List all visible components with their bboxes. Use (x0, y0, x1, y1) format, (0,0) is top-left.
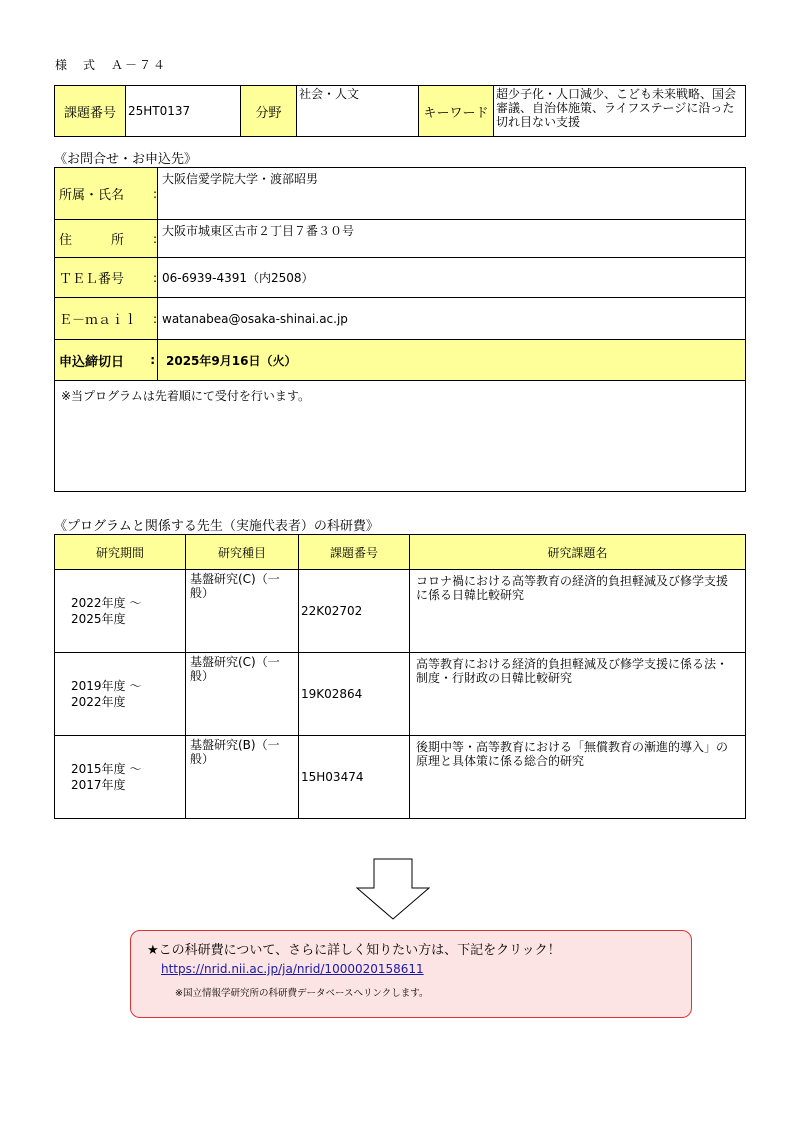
type-cell: 基盤研究(C)（一般） (186, 570, 299, 653)
tel-label: ＴＥＬ番号 : (55, 258, 158, 298)
period-cell: 2022年度 ～ 2025年度 (55, 570, 186, 653)
table-row (55, 570, 746, 653)
contact-table (54, 167, 746, 492)
header-number: 課題番号 (299, 535, 410, 570)
type-cell: 基盤研究(B)（一般） (186, 736, 299, 819)
title-cell: 後期中等・高等教育における「無償教育の漸進的導入」の原理と具体策に係る総合的研究 (410, 736, 746, 819)
project-info-table (54, 85, 746, 137)
title-cell: コロナ禍における高等教育の経済的負担軽減及び修学支援に係る日韓比較研究 (410, 570, 746, 653)
kaken-database-link[interactable]: https://nrid.nii.ac.jp/ja/nrid/1000020158611 (161, 962, 424, 976)
project-number-value: 25HT0137 (126, 86, 241, 137)
affiliation-label: 所属・氏名 : (55, 168, 158, 220)
notice-text: ※当プログラムは先着順にて受付を行います。 (55, 381, 746, 492)
keyword-value: 超少子化・人口減少、こども未来戦略、国会審議、自治体施策、ライフステージに沿った切れ目ない支援 (494, 86, 746, 137)
table-row (55, 653, 746, 736)
email-label: Ｅ－ｍａｉｌ : (55, 298, 158, 340)
period-cell: 2015年度 ～ 2017年度 (55, 736, 186, 819)
header-title: 研究課題名 (410, 535, 746, 570)
title-cell: 高等教育における経済的負担軽減及び修学支援に係る法・制度・行財政の日韓比較研究 (410, 653, 746, 736)
email-value[interactable]: watanabea@osaka-shinai.ac.jp (158, 298, 746, 340)
field-value: 社会・人文 (297, 86, 419, 137)
down-arrow-icon (356, 858, 430, 920)
tel-value: 06-6939-4391（内2508） (158, 258, 746, 298)
address-label: 住 所 : (55, 220, 158, 258)
deadline-label: 申込締切日 : (55, 340, 158, 381)
type-cell: 基盤研究(C)（一般） (186, 653, 299, 736)
field-label: 分野 (241, 86, 297, 137)
research-table (54, 534, 746, 819)
info-title: ★この科研費について、さらに詳しく知りたい方は、下記をクリック！ (147, 943, 561, 958)
info-note: ※国立情報学研究所の科研費データベースへリンクします。 (175, 988, 429, 999)
address-value: 大阪市城東区古市２丁目７番３０号 (158, 220, 746, 258)
contact-section-title: 《お問合せ・お申込先》 (54, 152, 198, 167)
header-type: 研究種目 (186, 535, 299, 570)
header-period: 研究期間 (55, 535, 186, 570)
keyword-label: キーワード (419, 86, 494, 137)
info-box (130, 930, 692, 1018)
table-row (55, 736, 746, 819)
research-section-title: 《プログラムと関係する先生（実施代表者）の科研費》 (54, 519, 379, 534)
number-cell: 22K02702 (299, 570, 410, 653)
deadline-value: 2025年9月16日（火） (158, 340, 746, 381)
number-cell: 15H03474 (299, 736, 410, 819)
form-code: 様 式 Ａ－７４ (55, 58, 168, 72)
number-cell: 19K02864 (299, 653, 410, 736)
affiliation-value: 大阪信愛学院大学・渡部昭男 (158, 168, 746, 220)
period-cell: 2019年度 ～ 2022年度 (55, 653, 186, 736)
project-number-label: 課題番号 (55, 86, 126, 137)
